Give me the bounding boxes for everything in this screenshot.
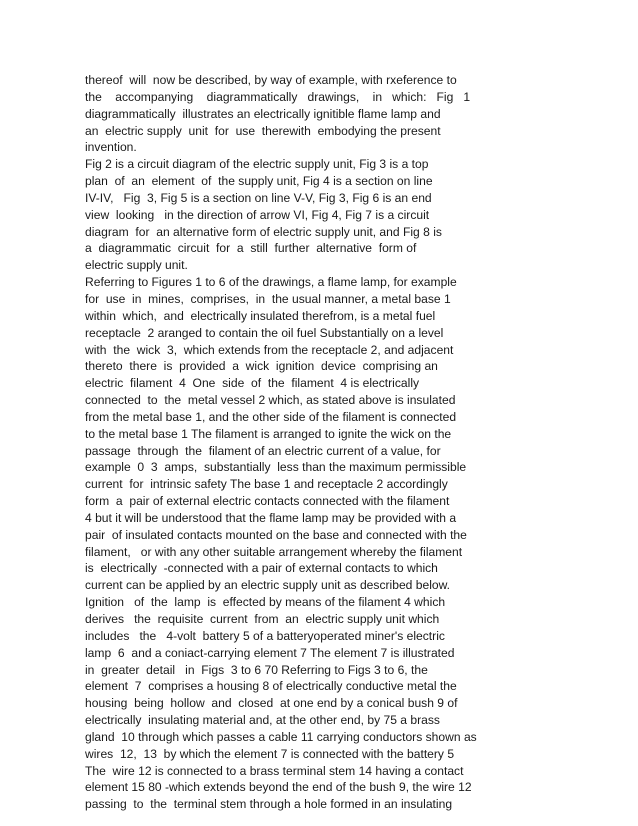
text-line: 4 but it will be understood that the flame lamp may be provided with a	[85, 510, 457, 525]
text-line: a diagrammatic circuit for a still further alternative form of	[85, 241, 417, 256]
text-line: connected to the metal vessel 2 which, as stated above is insulated	[85, 393, 456, 408]
text-line: lamp 6 and a coniact-carrying element 7 The element 7 is illustrated	[85, 645, 455, 660]
text-line: wires 12, 13 by which the element 7 is connected with the battery 5	[85, 746, 455, 761]
text-line: Ignition of the lamp is effected by means of the filament 4 which	[85, 595, 446, 610]
text-line: within which, and electrically insulated therefrom, is a metal fuel	[85, 308, 436, 323]
text-line: for use in mines, comprises, in the usual manner, a metal base 1	[85, 291, 451, 306]
text-line: pair of insulated contacts mounted on the base and connected with the	[85, 527, 467, 542]
text-line: derives the requisite current from an electric supply unit which	[85, 612, 440, 626]
text-line: Referring to Figures 1 to 6 of the drawings, a flame lamp, for example	[85, 275, 457, 290]
text-line: diagrammatically illustrates an electrically ignitible flame lamp and	[85, 106, 441, 121]
text-line: housing being hollow and closed at one end by a conical bush 9 of	[85, 696, 458, 711]
text-line: is electrically -connected with a pair of external contacts to which	[85, 561, 438, 576]
text-line: from the metal base 1, and the other side of the filament is connected	[85, 409, 457, 424]
text-line: form a pair of external electric contacts connected with the filament	[85, 494, 450, 509]
text-line: example 0 3 amps, substantially less than the maximum permissible	[85, 460, 467, 475]
text-line: passage through the filament of an electric current of a value, for	[85, 443, 441, 458]
text-line: diagram for an alternative form of electric supply unit, and Fig 8 is	[85, 224, 442, 239]
text-line: gland 10 through which passes a cable 11 carrying conductors shown as	[85, 729, 477, 744]
text-line: The wire 12 is connected to a brass terminal stem 14 having a contact	[85, 763, 464, 778]
text-line: electric filament 4 One side of the filament 4 is electrically	[85, 376, 420, 391]
text-line: invention.	[85, 140, 137, 155]
text-line: the accompanying diagrammatically drawings, in which: Fig 1	[85, 89, 471, 104]
text-line: receptacle 2 aranged to contain the oil fuel Substantially on a level	[85, 325, 444, 340]
text-line: to the metal base 1 The filament is arranged to ignite the wick on the	[85, 426, 452, 441]
text-line: electrically insulating material and, at the other end, by 75 a brass	[85, 713, 440, 728]
text-line: an electric supply unit for use therewith embodying the present	[85, 123, 441, 138]
text-line: thereto there is provided a wick ignition device comprising an	[85, 359, 438, 374]
text-line: electric supply unit.	[85, 258, 188, 273]
text-line: in greater detail in Figs 3 to 6 70 Referring to Figs 3 to 6, the	[85, 662, 428, 677]
text-line: includes the 4-volt battery 5 of a batteryoperated miner's electric	[85, 628, 445, 643]
text-line: element 15 80 -which extends beyond the end of the bush 9, the wire 12	[85, 780, 472, 795]
text-line: current can be applied by an electric supply unit as described below.	[85, 578, 451, 593]
text-line: view looking in the direction of arrow VI, Fig 4, Fig 7 is a circuit	[85, 207, 430, 222]
text-line: plan of an element of the supply unit, Fig 4 is a section on line	[85, 174, 433, 189]
text-line: current for intrinsic safety The base 1 and receptacle 2 accordingly	[85, 477, 448, 492]
text-line: element 7 comprises a housing 8 of electrically conductive metal the	[85, 679, 457, 694]
text-line: with the wick 3, which extends from the receptacle 2, and adjacent	[85, 342, 454, 357]
text-line: passing to the terminal stem through a hole formed in an insulating	[85, 797, 453, 812]
text-line: IV-IV, Fig 3, Fig 5 is a section on line V-V, Fig 3, Fig 6 is an end	[85, 190, 432, 205]
text-line: Fig 2 is a circuit diagram of the electric supply unit, Fig 3 is a top	[85, 157, 429, 172]
text-line: filament, or with any other suitable arrangement whereby the filament	[85, 544, 463, 559]
text-line: thereof will now be described, by way of example, with rxeference to	[85, 73, 457, 87]
document-page	[85, 72, 477, 813]
